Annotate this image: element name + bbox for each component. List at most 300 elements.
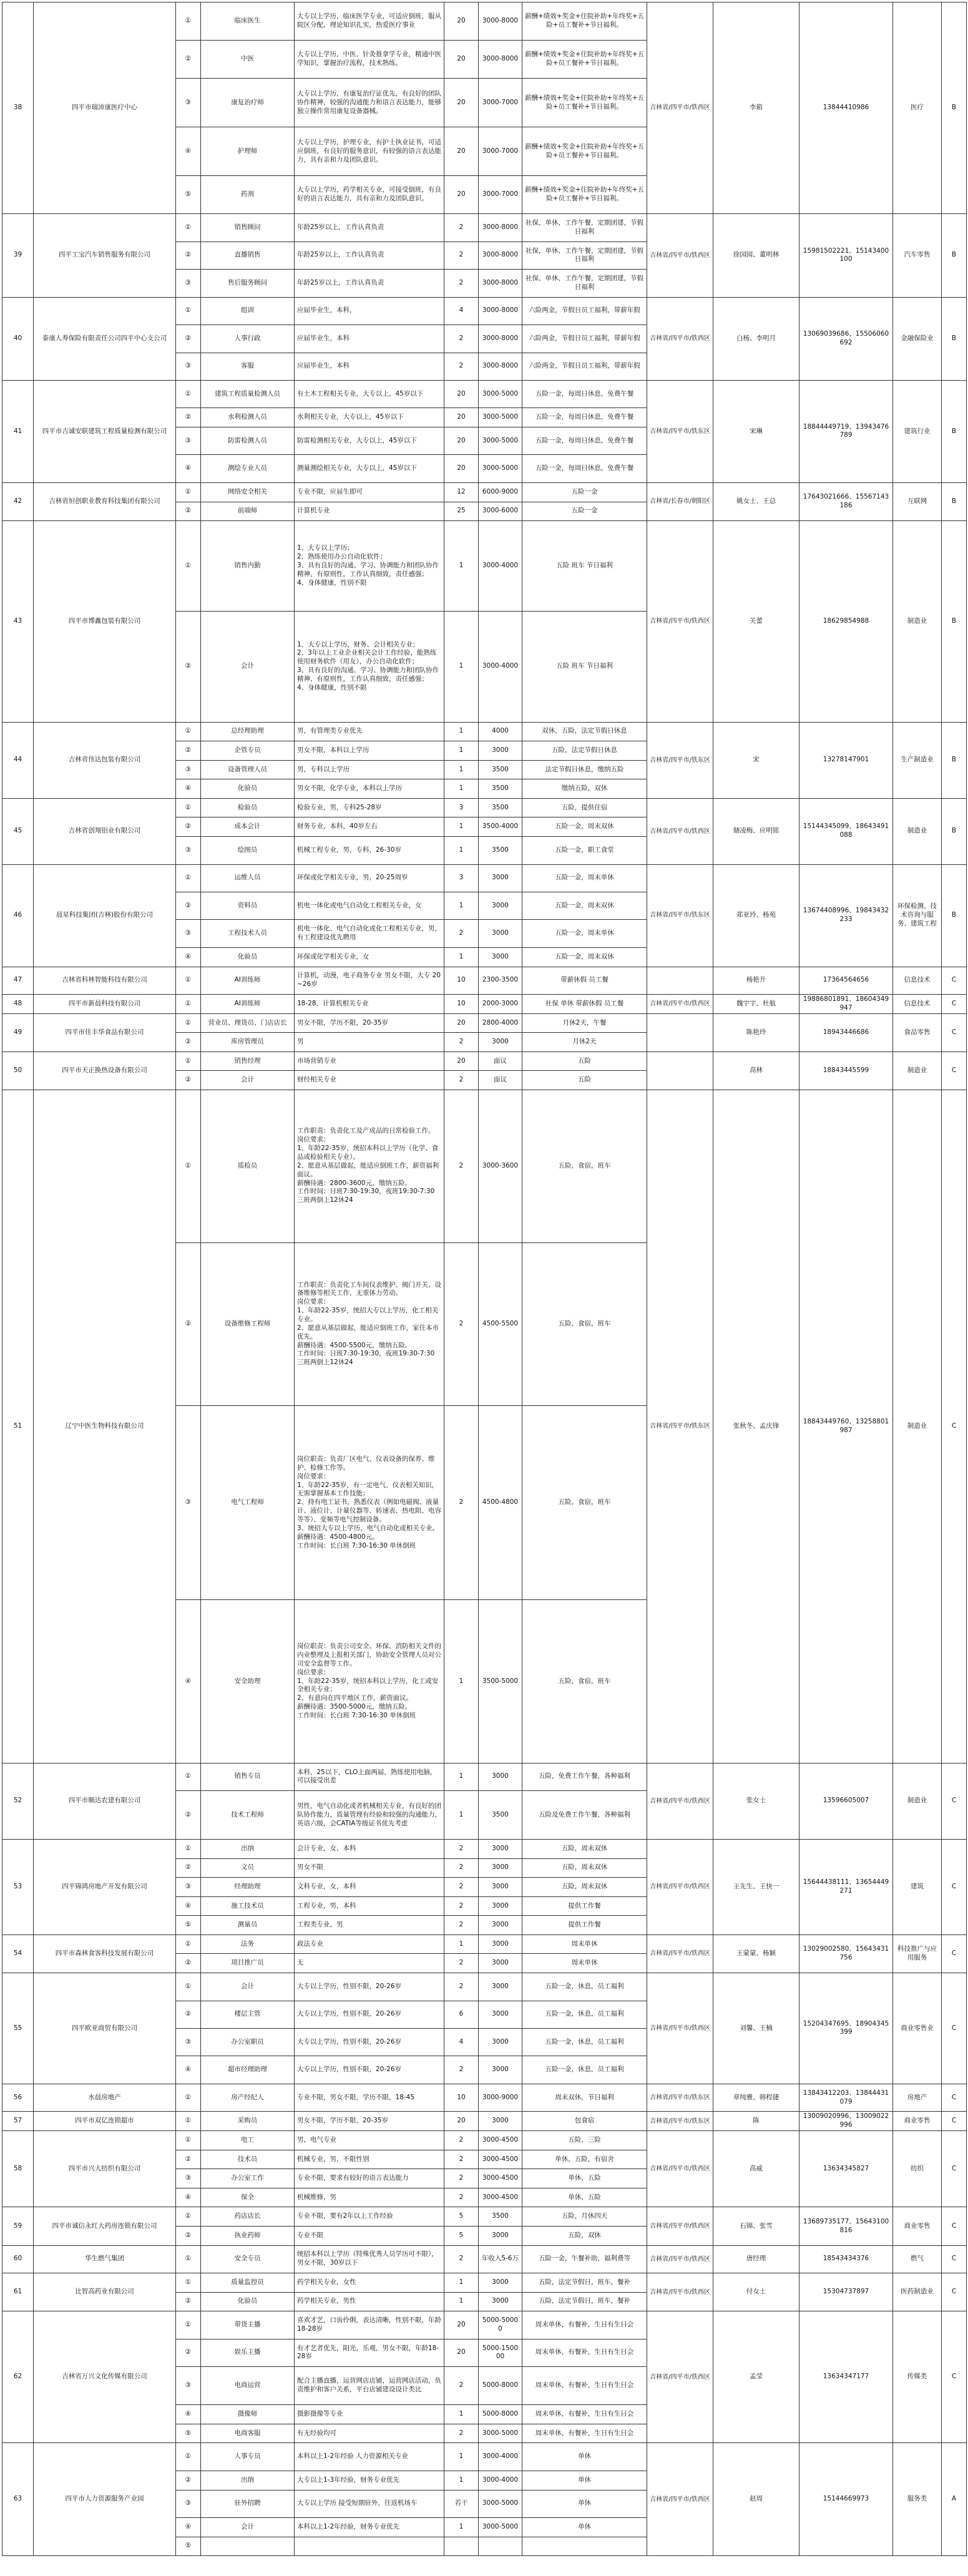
company-contact: 白杨、李明月: [713, 297, 799, 380]
position-index: ①: [176, 214, 201, 242]
position-title: 质检员: [201, 1090, 295, 1243]
position-index: ③: [176, 2490, 201, 2517]
company-region: 吉林省/四平市/铁西区: [647, 2273, 713, 2311]
company-industry: 建筑行业: [893, 380, 942, 482]
position-benefits: 五险，法定节假日，班车，餐补: [522, 2292, 647, 2311]
company-contact: 刘馨、王楠: [713, 1973, 799, 2084]
position-index: ②: [176, 2339, 201, 2366]
position-headcount: 1: [444, 2443, 479, 2471]
company-name: 泰康人寿保险有限责任公司四平中心支公司: [34, 297, 176, 380]
company-phone: 13634345827: [799, 2131, 893, 2207]
position-salary: 3000: [479, 741, 522, 761]
position-salary: 4500-5500: [479, 1242, 522, 1405]
position-headcount: 2: [444, 1973, 479, 2001]
company-name: 四平锦鸿房地产开发有限公司: [34, 1840, 176, 1935]
position-requirements: 大专以上学历，性别不限，20-26岁: [295, 2028, 444, 2056]
company-level: B: [942, 482, 967, 520]
company-contact: 郑亚玲、杨苑: [713, 864, 799, 967]
position-index: ②: [176, 2001, 201, 2028]
position-headcount: 6: [444, 2001, 479, 2028]
position-requirements: 防雷检测相关专业，大专以上，45岁以下: [295, 427, 444, 455]
position-benefits: 五险一金，休息，员工福利: [522, 2028, 647, 2056]
company-phone: 18843445599: [799, 1051, 893, 1090]
company-phone: 17643021666、15567143186: [799, 482, 893, 520]
table-row: [2, 2273, 967, 2293]
position-requirements: 摄影摄像等专业: [295, 2405, 444, 2424]
position-requirements: 配合主播直播，运营网店店铺，运营网店活动，负责维护和客户关系，平台店铺建设设计类比: [295, 2367, 444, 2405]
company-level: C: [942, 2207, 967, 2245]
position-requirements: 年龄25岁以上，工作认真负责: [295, 270, 444, 297]
position-salary: 3000: [479, 1763, 522, 1790]
position-headcount: 2: [444, 2169, 479, 2188]
position-title: 办公室工作: [201, 2169, 295, 2188]
position-title: 销售专员: [201, 1763, 295, 1790]
position-salary: 5000-8000: [479, 2405, 522, 2424]
position-benefits: 单休，五险: [522, 2188, 647, 2207]
position-salary: 5000-50000: [479, 2311, 522, 2339]
position-index: ④: [176, 2405, 201, 2424]
position-requirements: 应届毕业生，本科: [295, 325, 444, 353]
table-row: [2, 722, 967, 741]
position-index: ①: [176, 2443, 201, 2471]
company-phone: 18843449760、13258801987: [799, 1090, 893, 1764]
position-benefits: [522, 2537, 647, 2556]
company-contact: 姚女士、王总: [713, 482, 799, 520]
position-title: 会计: [201, 1973, 295, 2001]
position-requirements: 大专以上学历，性别不限，20-26岁: [295, 2056, 444, 2084]
position-benefits: 社保，单休，工作午餐，定期团建，节假日福利: [522, 214, 647, 242]
position-index: ③: [176, 2367, 201, 2405]
position-headcount: 2: [444, 2056, 479, 2084]
position-benefits: 带薪休假 员工餐: [522, 967, 647, 994]
position-title: 经理助理: [201, 1878, 295, 1897]
position-salary: 3000: [479, 2028, 522, 2056]
company-name: 吉林省恒创职业教育科技集团有限公司: [34, 482, 176, 520]
company-region: 吉林省/四平市/铁西区: [647, 2131, 713, 2207]
company-number: 38: [2, 2, 34, 214]
company-level: C: [942, 1840, 967, 1935]
position-benefits: 五险 班车 节日福利: [522, 611, 647, 722]
position-title: [201, 2537, 295, 2556]
company-contact: 高林: [713, 1051, 799, 1090]
table-row: [2, 214, 967, 242]
position-salary: 2300-3500: [479, 967, 522, 994]
position-title: 中医: [201, 41, 295, 79]
position-index: ①: [176, 2311, 201, 2339]
position-salary: 3000-4000: [479, 611, 522, 722]
position-title: 电商运营: [201, 2367, 295, 2405]
company-phone: 15144345099、18643491088: [799, 798, 893, 864]
position-benefits: 五险，月休四天: [522, 2207, 647, 2227]
company-number: 61: [2, 2273, 34, 2311]
position-benefits: 五险，食宿，班车: [522, 1600, 647, 1763]
position-benefits: 五险，周末双休: [522, 1840, 647, 1859]
position-salary: 3000-8000: [479, 297, 522, 324]
position-benefits: 五险一金，周末双休: [522, 892, 647, 920]
position-headcount: 1: [444, 2405, 479, 2424]
position-salary: 3000: [479, 2273, 522, 2293]
position-salary: 3000-9000: [479, 2084, 522, 2111]
position-headcount: 2: [444, 270, 479, 297]
position-benefits: 社保，单休，工作午餐，定期团建，节假日福利: [522, 242, 647, 269]
company-name: 四平市顺达农建有限公司: [34, 1763, 176, 1839]
position-index: ①: [176, 521, 201, 612]
company-region: 吉林省/四平市/铁西区: [647, 994, 713, 1013]
position-index: ①: [176, 1090, 201, 1243]
company-number: 49: [2, 1013, 34, 1051]
position-benefits: 五险一金: [522, 502, 647, 521]
table-row: [2, 521, 967, 612]
position-index: ①: [176, 2084, 201, 2111]
position-salary: 3000-5000: [479, 380, 522, 407]
company-number: 62: [2, 2311, 34, 2443]
position-salary: 3500: [479, 837, 522, 864]
company-number: 45: [2, 798, 34, 864]
position-index: ④: [176, 779, 201, 799]
position-salary: 3000-8000: [479, 353, 522, 380]
position-title: 库房管理员: [201, 1033, 295, 1052]
company-name: 吉林省万兴文化传媒有限公司: [34, 2311, 176, 2443]
company-phone: 17364564656: [799, 967, 893, 994]
company-level: C: [942, 2245, 967, 2273]
company-contact: 陈: [713, 2112, 799, 2131]
position-title: 文员: [201, 1858, 295, 1878]
position-index: ②: [176, 242, 201, 269]
position-headcount: 1: [444, 1600, 479, 1763]
position-salary: 4500-4800: [479, 1405, 522, 1599]
company-phone: 13843412203、13844431079: [799, 2084, 893, 2111]
position-index: ②: [176, 408, 201, 427]
position-index: ②: [176, 1242, 201, 1405]
position-index: ③: [176, 837, 201, 864]
position-title: 临床医生: [201, 2, 295, 41]
position-requirements: 统招本科以上学历（特殊优秀人员学历可不限），男女不限，30岁以下: [295, 2245, 444, 2273]
position-headcount: 1: [444, 817, 479, 837]
company-contact: 张秋冬、孟庆锋: [713, 1090, 799, 1764]
position-requirements: 机械专业，男，不限性别: [295, 2150, 444, 2169]
position-title: 保全: [201, 2188, 295, 2207]
position-salary: 3000: [479, 2001, 522, 2028]
company-name: 吉林省科林智能科技有限公司: [34, 967, 176, 994]
position-salary: 3000-5000: [479, 2490, 522, 2517]
position-headcount: 1: [444, 1763, 479, 1790]
company-region: 吉林省/四平市/铁西区: [647, 1840, 713, 1935]
position-requirements: 计算机，动漫，电子商务专业 男女不限，大专 20~26岁: [295, 967, 444, 994]
company-number: 50: [2, 1051, 34, 1090]
position-requirements: 岗位职责：负责厂区电气、仪表设备的保养、维护、检修工作等。 岗位要求： 1、年龄22-35岁，有一定电气、仪表相关知识，无需掌握基本工作技能； 2、持有电工证书，熟悉仪表（例如电磁阀、液量计、液位计、计量仪器等、转速表、热电阻、电容等等）、变频等电气控制设备。 3、统招大专以上学历，电气自动化或相关专业。 薪酬待遇：4500-4800元。 工作时间：长白班 7:30-16:30 单休倒班: [295, 1405, 444, 1599]
company-number: 58: [2, 2131, 34, 2207]
position-salary: 3000-7000: [479, 127, 522, 176]
position-requirements: 专业不限，要有2年以上工作经验: [295, 2207, 444, 2227]
position-title: 前端师: [201, 502, 295, 521]
position-title: 销售内勤: [201, 521, 295, 612]
position-requirements: 男女不限，化学专业，本科以上学历: [295, 779, 444, 799]
position-benefits: 薪酬+绩效+奖金+住院补助+年终奖+五险+员工餐补+节日福利。: [522, 2, 647, 41]
position-title: 直播销售: [201, 242, 295, 269]
position-title: 建筑工程质量检测人员: [201, 380, 295, 407]
company-industry: 制造业: [893, 798, 942, 864]
company-level: C: [942, 2112, 967, 2131]
position-index: ②: [176, 1954, 201, 1973]
position-salary: 3000: [479, 2056, 522, 2084]
position-headcount: 5: [444, 2227, 479, 2246]
position-salary: 3500: [479, 779, 522, 799]
company-region: 吉林省/四平市/铁西区: [647, 2443, 713, 2556]
position-benefits: 五险: [522, 1071, 647, 1090]
company-contact: 储凌梅、应明铭: [713, 798, 799, 864]
position-index: ②: [176, 1033, 201, 1052]
company-phone: 13596605007: [799, 1763, 893, 1839]
position-requirements: 专业不限: [295, 2227, 444, 2246]
company-region: 吉林省/四平市/铁西区: [647, 1973, 713, 2084]
position-benefits: 五险一金，午餐补助，福利费等: [522, 2245, 647, 2273]
position-benefits: 法定节假日休息，缴纳五险: [522, 760, 647, 779]
table-row: [2, 482, 967, 502]
position-benefits: 提供工作餐: [522, 1916, 647, 1935]
company-name: 四平工宝汽车销售服务有限公司: [34, 214, 176, 297]
company-region: 吉林省/长春市/朝阳区: [647, 482, 713, 520]
company-region: 吉林省/四平市/铁西区: [647, 521, 713, 722]
position-requirements: 男: [295, 1033, 444, 1052]
position-title: 办公室职员: [201, 2028, 295, 2056]
company-region: [647, 967, 713, 994]
company-region: 吉林省/四平市/铁东区: [647, 2084, 713, 2111]
position-headcount: 2: [444, 242, 479, 269]
position-salary: 3000-8000: [479, 2, 522, 41]
position-benefits: 提供工作餐: [522, 1896, 647, 1916]
company-phone: 13278147901: [799, 722, 893, 798]
company-name: 辽宁中医生物科技有限公司: [34, 1090, 176, 1764]
position-headcount: 2: [444, 2245, 479, 2273]
position-requirements: 工作职责：负责化工及产成品的日常检验工作。 岗位要求： 1、年龄22-35岁，统招本科以上学历（化学、食品或检验相关专业）。 2、愿意从基层做起，能适应倒班工作，薪资福利面议。 薪酬待遇：2800-3600元，缴纳五险。 工作时间：日班7:30-19:30，夜班19:30-7:30 三班两倒上12休24: [295, 1090, 444, 1243]
position-headcount: 3: [444, 798, 479, 817]
position-salary: 3000-7000: [479, 79, 522, 127]
company-level: C: [942, 2311, 967, 2443]
position-benefits: 周末单休，有餐补，生日有生日会: [522, 2424, 647, 2443]
position-benefits: 六险两金，节假日员工福利，带薪年假: [522, 297, 647, 324]
company-phone: 13009020996、13009022996: [799, 2112, 893, 2131]
table-row: [2, 2245, 967, 2273]
position-benefits: 社保，单休，工作午餐，定期团建，节假日福利: [522, 270, 647, 297]
position-title: 康复治疗师: [201, 79, 295, 127]
position-salary: 3500-5000: [479, 1600, 522, 1763]
position-benefits: 五险一金，休息，员工福利: [522, 2056, 647, 2084]
company-name: 比智高药业有限公司: [34, 2273, 176, 2311]
position-requirements: 环保或化学相关专业，男，20-25周岁: [295, 864, 444, 892]
position-index: ③: [176, 270, 201, 297]
company-name: 四平市瑞沛康医疗中心: [34, 2, 176, 214]
company-region: 吉林省/四平市/铁西区: [647, 1763, 713, 1839]
position-title: 组训: [201, 297, 295, 324]
position-salary: 3000: [479, 892, 522, 920]
position-index: ③: [176, 760, 201, 779]
position-benefits: 五险，食宿，班车: [522, 1242, 647, 1405]
position-requirements: 计算机专业: [295, 502, 444, 521]
position-title: 安全助理: [201, 1600, 295, 1763]
position-index: ②: [176, 2227, 201, 2246]
position-headcount: 1: [444, 2517, 479, 2537]
position-index: ⑤: [176, 2537, 201, 2556]
position-requirements: 无: [295, 1954, 444, 1973]
position-benefits: 月休2天: [522, 1033, 647, 1052]
company-contact: 付女士: [713, 2273, 799, 2311]
position-title: 检验员: [201, 798, 295, 817]
company-name: 吉林省创翔铝业有限公司: [34, 798, 176, 864]
company-contact: 孟莹: [713, 2311, 799, 2443]
position-title: 会计: [201, 1071, 295, 1090]
company-industry: 传媒类: [893, 2311, 942, 2443]
position-salary: 3000-8000: [479, 41, 522, 79]
position-index: ④: [176, 127, 201, 176]
position-headcount: 1: [444, 2471, 479, 2490]
table-row: [2, 1840, 967, 1859]
position-requirements: 年龄25岁以上，工作认真负责: [295, 214, 444, 242]
position-salary: 3000-8000: [479, 242, 522, 269]
position-salary: 2000-3000: [479, 994, 522, 1013]
position-index: ④: [176, 1600, 201, 1763]
company-region: 吉林省/四平市/铁西区: [647, 798, 713, 864]
position-index: ②: [176, 325, 201, 353]
position-benefits: 五险 班车 节日福利: [522, 521, 647, 612]
company-level: B: [942, 722, 967, 798]
position-headcount: 2: [444, 1071, 479, 1090]
position-title: AI训练师: [201, 994, 295, 1013]
position-requirements: 测量测绘相关专业，大专以上，45岁以下: [295, 455, 444, 482]
position-title: 成本会计: [201, 817, 295, 837]
position-headcount: 20: [444, 380, 479, 407]
company-industry: 医药制造业: [893, 2273, 942, 2311]
position-requirements: 药学相关专业，女性: [295, 2273, 444, 2293]
position-benefits: 五险，免费工作午餐，各种福利: [522, 1763, 647, 1790]
company-name: 四平欧亚商贸有限公司: [34, 1973, 176, 2084]
position-requirements: 文科专业，女，本科: [295, 1878, 444, 1897]
position-salary: 3000-6000: [479, 502, 522, 521]
position-headcount: 1: [444, 837, 479, 864]
company-number: 52: [2, 1763, 34, 1839]
position-title: 超市经理助理: [201, 2056, 295, 2084]
position-benefits: 五险一金，每周日休息，免费午餐: [522, 408, 647, 427]
position-headcount: 20: [444, 127, 479, 176]
position-benefits: 六险两金，节假日员工福利，带薪年假: [522, 353, 647, 380]
position-benefits: 周末单休，有餐补，生日有生日会: [522, 2405, 647, 2424]
position-benefits: 包食宿: [522, 2112, 647, 2131]
company-name: 四平市佳丰华食品有限公司: [34, 1013, 176, 1051]
company-industry: 燃气: [893, 2245, 942, 2273]
company-industry: 食品零售: [893, 1013, 942, 1051]
company-region: 吉林省/四平市/铁东区: [647, 380, 713, 482]
company-contact: 李箱: [713, 2, 799, 214]
company-phone: 15144669973: [799, 2443, 893, 2556]
position-salary: 面议: [479, 1071, 522, 1090]
position-benefits: 周末单休: [522, 1954, 647, 1973]
position-title: 药剂: [201, 176, 295, 214]
position-title: 技术员: [201, 2150, 295, 2169]
position-requirements: 大专以上学历，药学相关专业，可接受倒班，有良好的语言表达能力，具有亲和力及团队意识。: [295, 176, 444, 214]
company-number: 57: [2, 2112, 34, 2131]
company-number: 51: [2, 1090, 34, 1764]
position-index: ②: [176, 1071, 201, 1090]
position-salary: 3000-8000: [479, 325, 522, 353]
position-salary: 3000-3600: [479, 1090, 522, 1243]
position-title: 销售顾问: [201, 214, 295, 242]
position-headcount: 2: [444, 325, 479, 353]
company-industry: 制造业: [893, 1090, 942, 1764]
position-requirements: 机械维修，男: [295, 2188, 444, 2207]
position-salary: 3000: [479, 1878, 522, 1897]
position-salary: 3000: [479, 1954, 522, 1973]
position-benefits: 薪酬+绩效+奖金+住院补助+年终奖+五险+员工餐补+节日福利。: [522, 127, 647, 176]
position-headcount: 1: [444, 2273, 479, 2293]
position-index: ③: [176, 79, 201, 127]
position-index: ⑤: [176, 176, 201, 214]
position-headcount: 2: [444, 353, 479, 380]
position-headcount: 1: [444, 760, 479, 779]
position-title: 企管专员: [201, 741, 295, 761]
position-headcount: 20: [444, 2, 479, 41]
company-level: B: [942, 2, 967, 214]
company-number: 59: [2, 2207, 34, 2245]
company-phone: 19886801891、18604349947: [799, 994, 893, 1013]
position-salary: 面议: [479, 1051, 522, 1071]
company-number: 41: [2, 380, 34, 482]
position-headcount: 2: [444, 1033, 479, 1052]
position-requirements: 大专以上学历，有康复治疗证优先，有良好的团队协作精神，较强的沟通能力和语言表达能力，能够独立操作常用康复设备器械。: [295, 79, 444, 127]
position-requirements: 本科以上1-2年经验，财务专业优先: [295, 2517, 444, 2537]
company-industry: 生产制造业: [893, 722, 942, 798]
position-benefits: 薪酬+绩效+奖金+住院补助+年终奖+五险+员工餐补+节日福利。: [522, 176, 647, 214]
company-level: B: [942, 798, 967, 864]
company-level: B: [942, 297, 967, 380]
position-benefits: 五险，周末双休: [522, 1878, 647, 1897]
company-industry: 互联网: [893, 482, 942, 520]
position-salary: [479, 2537, 522, 2556]
position-requirements: 机械工程专业，男，专科，26-30岁: [295, 837, 444, 864]
company-level: B: [942, 521, 967, 722]
position-index: ③: [176, 427, 201, 455]
position-benefits: 五险一金: [522, 482, 647, 502]
company-phone: 15644438111、13654449271: [799, 1840, 893, 1935]
company-name: 四平市吉诚安联建筑工程质量检测有限公司: [34, 380, 176, 482]
position-title: 设备维修工程师: [201, 1242, 295, 1405]
position-index: ③: [176, 353, 201, 380]
company-name: 四平市新晨科技有限公司: [34, 994, 176, 1013]
company-industry: 制造业: [893, 1051, 942, 1090]
position-title: 会计: [201, 611, 295, 722]
position-title: 测绘专业人员: [201, 455, 295, 482]
company-number: 53: [2, 1840, 34, 1935]
company-region: 吉林省/四平市/铁西区: [647, 2207, 713, 2245]
table-row: [2, 380, 967, 407]
position-index: ③: [176, 1878, 201, 1897]
position-requirements: 男，有管理类专业优先: [295, 722, 444, 741]
position-title: 技术工程师: [201, 1791, 295, 1840]
position-salary: 3500: [479, 1791, 522, 1840]
position-headcount: 20: [444, 2311, 479, 2339]
position-requirements: 机电一体化或电气自动化工程相关专业，女: [295, 892, 444, 920]
position-benefits: 五险一金，每周日休息，免费午餐: [522, 455, 647, 482]
position-salary: 5000-8000: [479, 2367, 522, 2405]
position-requirements: 男，电气专业: [295, 2131, 444, 2150]
position-headcount: 20: [444, 455, 479, 482]
position-benefits: 五险，双休: [522, 2227, 647, 2246]
position-headcount: 2: [444, 1090, 479, 1243]
position-headcount: 4: [444, 297, 479, 324]
company-number: 39: [2, 214, 34, 297]
position-index: ③: [176, 1405, 201, 1599]
position-salary: 3500: [479, 2207, 522, 2227]
company-number: 63: [2, 2443, 34, 2556]
company-phone: 15304737897: [799, 2273, 893, 2311]
